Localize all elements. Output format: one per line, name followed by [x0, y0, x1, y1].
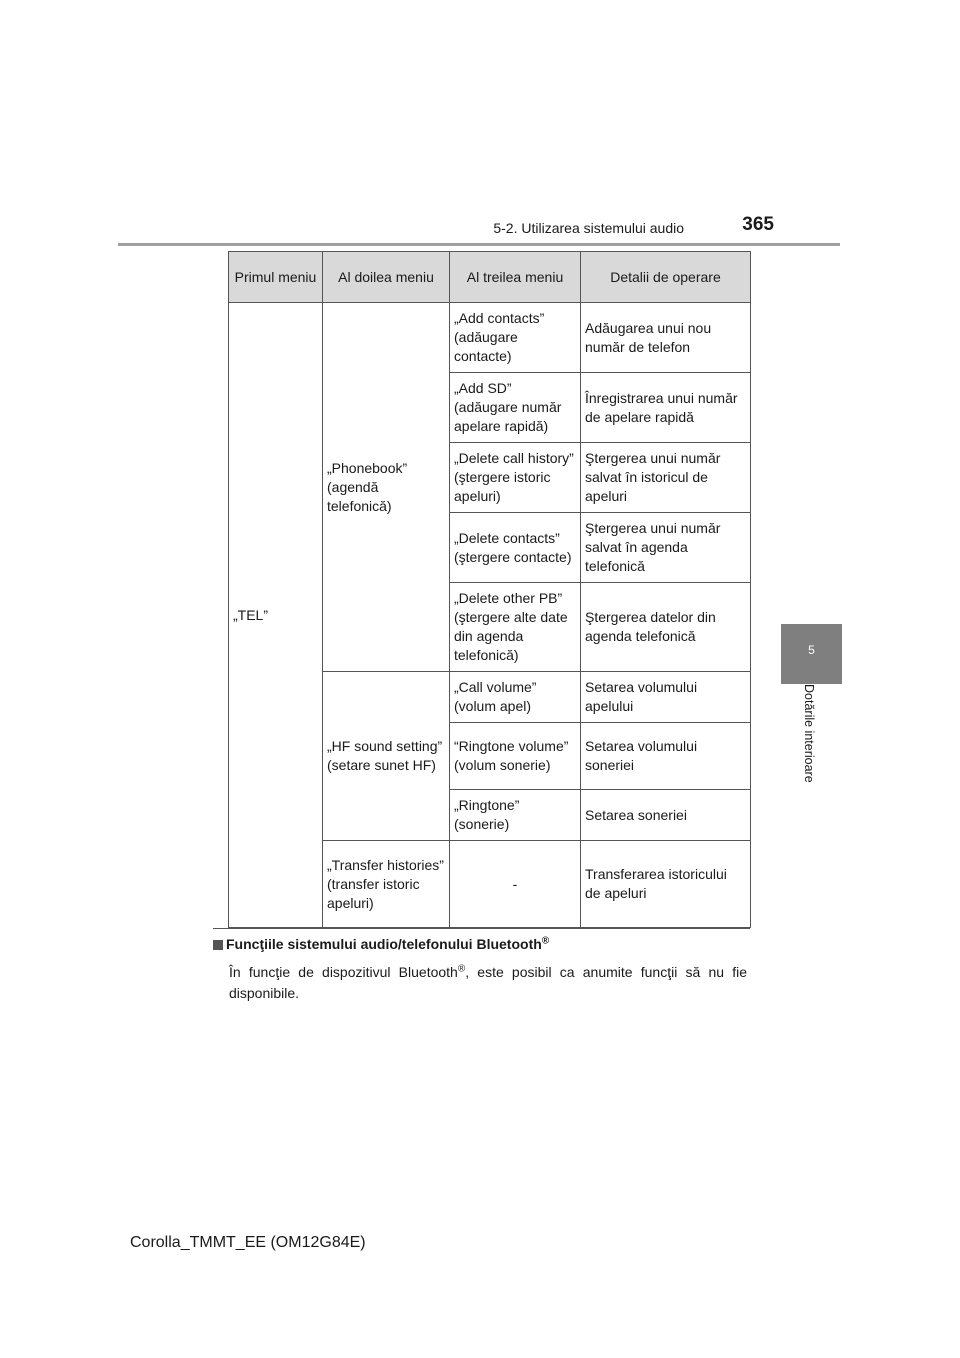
- details-cell: Setarea soneriei: [581, 790, 751, 841]
- details-cell: Setarea volumului soneriei: [581, 723, 751, 790]
- details-cell: Ştergerea unui număr salvat în agenda telefonică: [581, 513, 751, 583]
- details-cell: Ştergerea unui număr salvat în istoricul de apeluri: [581, 443, 751, 513]
- second-menu-cell: „HF sound setting” (setare sunet HF): [323, 672, 450, 841]
- third-menu-cell: „Add SD” (adăugare număr apelare rapidă): [450, 373, 581, 443]
- note-text: [229, 962, 747, 1004]
- menu-table: [228, 251, 751, 928]
- details-cell: Transferarea istoricului de apeluri: [581, 841, 751, 928]
- table-row: [229, 303, 751, 373]
- table-header-row: [229, 252, 751, 303]
- third-menu-cell: „Delete call history” (ştergere istoric apeluri): [450, 443, 581, 513]
- note-divider: [213, 928, 750, 929]
- third-menu-cell: „Call volume” (volum apel): [450, 672, 581, 723]
- chapter-label: Dotările interioare: [802, 684, 816, 783]
- header-third-menu: Al treilea meniu: [450, 252, 581, 303]
- details-cell: Adăugarea unui nou număr de telefon: [581, 303, 751, 373]
- header-divider: [118, 243, 840, 246]
- note-heading-text: Funcţiile sistemului audio/telefonului Bluetooth: [226, 936, 542, 952]
- registered-mark: ®: [541, 935, 550, 947]
- note-text-part2: , este posibil ca anumite funcţii să nu fie disponibile.: [229, 964, 747, 1001]
- first-menu-cell: „TEL”: [229, 303, 323, 928]
- menu-table-wrapper: [228, 251, 750, 928]
- third-menu-cell: -: [450, 841, 581, 928]
- page-number: 365: [742, 214, 774, 235]
- third-menu-cell: “Ringtone volume” (volum sonerie): [450, 723, 581, 790]
- third-menu-cell: „Add contacts” (adăugare contacte): [450, 303, 581, 373]
- third-menu-cell: „Ringtone” (sonerie): [450, 790, 581, 841]
- square-bullet-icon: [213, 940, 223, 950]
- third-menu-cell: „Delete contacts” (ştergere contacte): [450, 513, 581, 583]
- header-details: Detalii de operare: [581, 252, 751, 303]
- second-menu-cell: „Phonebook” (agendă telefonică): [323, 303, 450, 672]
- header-second-menu: Al doilea meniu: [323, 252, 450, 303]
- registered-mark: ®: [457, 963, 466, 975]
- note-heading: [213, 936, 753, 952]
- details-cell: Setarea volumului apelului: [581, 672, 751, 723]
- details-cell: Înregistrarea unui număr de apelare rapidă: [581, 373, 751, 443]
- chapter-tab: 5: [781, 624, 842, 684]
- header-first-menu: Primul meniu: [229, 252, 323, 303]
- third-menu-cell: „Delete other PB” (ştergere alte date din agenda telefonică): [450, 583, 581, 672]
- second-menu-cell: „Transfer histories” (transfer istoric apeluri): [323, 841, 450, 928]
- footer-model: Corolla_TMMT_EE (OM12G84E): [130, 1234, 366, 1251]
- section-title: 5-2. Utilizarea sistemului audio: [493, 220, 684, 236]
- details-cell: Ştergerea datelor din agenda telefonică: [581, 583, 751, 672]
- note-text-part1: În funcţie de dispozitivul Bluetooth: [229, 964, 458, 980]
